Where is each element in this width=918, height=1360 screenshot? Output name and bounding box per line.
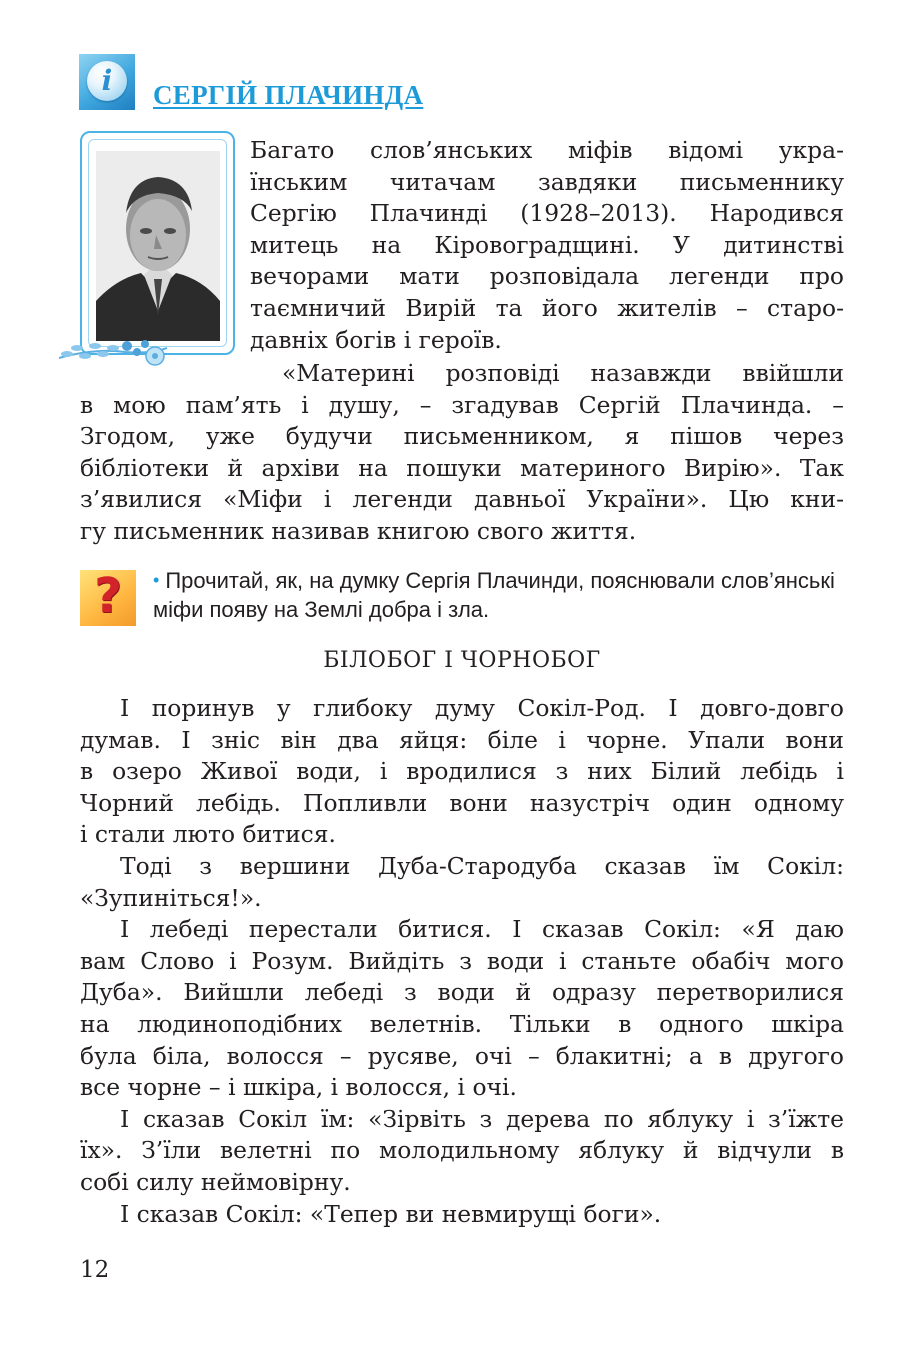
bio-line: митець на Кіровоградщині. У дитинстві	[250, 230, 844, 259]
quote-line: в мою пам’ять і душу, – згадував Сергій Плачинда. –	[80, 390, 844, 419]
story-line: все чорне – і шкіра, і волосся, і очі.	[80, 1073, 517, 1102]
author-portrait	[96, 151, 220, 341]
quote-line: бібліотеки й архіви на пошуки материного Вирію». Так	[80, 453, 844, 482]
info-icon	[79, 54, 135, 110]
story-line: на людиноподібних велетнів. Тільки в одного шкіра	[80, 1009, 844, 1038]
story-line: їх». З’їли велетні по молодильному яблуку й відчули в	[80, 1136, 844, 1165]
bio-line: вечорами мати розповідала легенди про	[250, 262, 844, 291]
story-line: думав. І зніс він два яйця: біле і чорне. Упали вони	[80, 725, 844, 754]
author-biography	[250, 135, 844, 356]
bio-line: їнським читачам завдяки письменнику	[250, 167, 844, 196]
quote-line: гу письменник називав книгою свого життя.	[80, 516, 637, 545]
story-line: Чорний лебідь. Попливли вони назустріч один одному	[80, 788, 844, 817]
page-number: 12	[80, 1257, 110, 1283]
story-line: Тоді з вершини Дуба-Стародуба сказав їм Сокіл:	[120, 851, 844, 880]
story-line: була біла, волосся – русяве, очі – блакитні; а в другого	[80, 1041, 844, 1070]
author-title[interactable]: СЕРГІЙ ПЛАЧИНДА	[153, 80, 424, 110]
story-line: І сказав Сокіл їм: «Зірвіть з дерева по яблуку і з’їжте	[120, 1104, 844, 1133]
story-line: І поринув у глибоку думу Сокіл-Род. І довго-довго	[120, 694, 844, 722]
bio-line: Багато слов’янських міфів відомі укра-	[250, 136, 844, 164]
story-title: БІЛОБОГ І ЧОРНОБОГ	[323, 648, 601, 673]
bio-line: давніх богів і героїв.	[250, 325, 502, 354]
story-text	[80, 693, 844, 1230]
bio-line: таємничий Вирій та його жителів – старо-	[250, 293, 844, 322]
task-bullet: •	[153, 570, 160, 590]
story-line: і стали люто битися.	[80, 820, 336, 849]
task-text: Прочитай, як, на думку Сергія Плачинди, пояснювали слов’янські міфи появу на Землі добра і зла.	[153, 568, 835, 622]
quote-line: «Материні розповіді назавжди ввійшли	[282, 359, 844, 387]
author-quote	[80, 358, 844, 548]
reading-task	[153, 566, 853, 624]
story-line: собі силу неймовірну.	[80, 1167, 351, 1196]
bio-line: Сергію Плачинді (1928–2013). Народився	[250, 199, 844, 228]
story-line: І сказав Сокіл: «Тепер ви невмирущі боги».	[120, 1199, 662, 1228]
info-icon-letter: i	[87, 61, 127, 101]
question-icon: ?	[80, 570, 136, 626]
story-line: «Зупиніться!».	[80, 883, 262, 912]
story-line: І лебеді перестали битися. І сказав Сокіл: «Я даю	[120, 915, 844, 944]
story-line: в озеро Живої води, і вродилися з них Білий лебідь і	[80, 757, 844, 786]
quote-line: Згодом, уже будучи письменником, я пішов через	[80, 422, 844, 451]
story-line: вам Слово і Розум. Вийдіть з води і станьте обабіч мого	[80, 946, 844, 975]
quote-line: з’явилися «Міфи і легенди давньої України». Цю кни-	[80, 485, 844, 514]
story-line: Дуба». Вийшли лебеді з води й одразу перетворилися	[80, 978, 844, 1007]
